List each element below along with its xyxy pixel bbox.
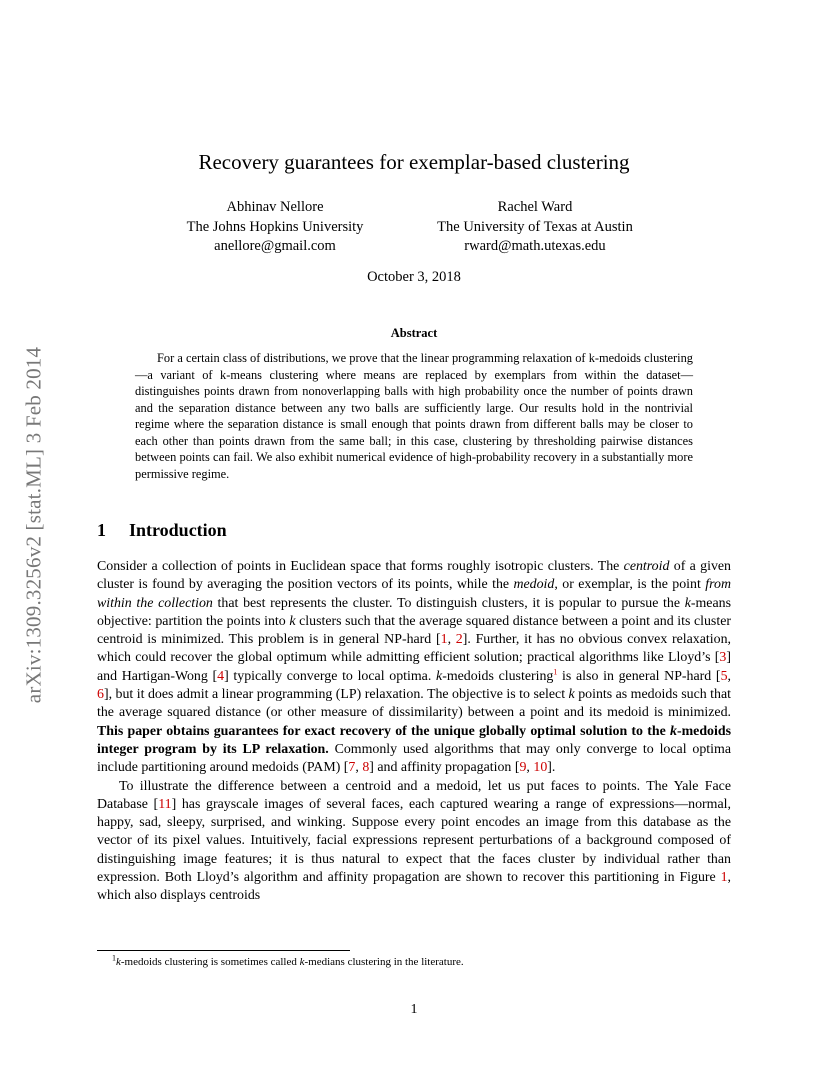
citation-link[interactable]: 3 bbox=[719, 650, 727, 666]
author-name: Rachel Ward bbox=[497, 199, 573, 215]
footnote-mark: 1 bbox=[112, 953, 116, 963]
citation-link[interactable]: 5 bbox=[720, 668, 728, 684]
author-affiliation: The Johns Hopkins University bbox=[186, 218, 364, 235]
arxiv-sidebar bbox=[14, 295, 54, 755]
paper-date: October 3, 2018 bbox=[367, 269, 461, 285]
footnote-divider bbox=[97, 950, 350, 951]
author-affiliation: The University of Texas at Austin bbox=[437, 218, 633, 235]
citation-link[interactable]: 9 bbox=[519, 760, 527, 776]
citation-link[interactable]: 7 bbox=[348, 760, 356, 776]
arxiv-identifier: arXiv:1309.3256v2 [stat.ML] 3 Feb 2014 bbox=[21, 346, 46, 704]
abstract-heading: Abstract bbox=[390, 326, 438, 340]
citation-link[interactable]: 8 bbox=[362, 760, 370, 776]
footnote-link[interactable]: 1 bbox=[553, 667, 558, 677]
author-block-2 bbox=[410, 198, 660, 257]
citation-link[interactable]: 2 bbox=[455, 632, 463, 648]
paragraph: To illustrate the difference between a centroid and a medoid, let us put faces to points. The Yale Face Database [11] has grayscale images of several faces, each captured wearing a range of expressions—normal, happy, sad, sleepy, surprised, and winking. Suppose every point encodes an image from this database as the vector of its pixel values. Intuitively, facial expressions represent perturbations of a background composed of distinguishing image features; it is thus natural to expect that the faces cluster by individual rather than expression. Both Lloyd’s algorithm and affinity propagation are shown to recover this partitioning in Figure 1, which also displays centroids bbox=[97, 778, 731, 904]
citation-link[interactable]: 1 bbox=[440, 632, 448, 648]
citation-link[interactable]: 6 bbox=[97, 687, 104, 703]
author-email: rward@math.utexas.edu bbox=[464, 238, 606, 254]
author-block-1 bbox=[160, 198, 390, 257]
section-heading bbox=[97, 520, 227, 541]
page-number: 1 bbox=[410, 1002, 418, 1017]
citation-link[interactable]: 10 bbox=[533, 760, 548, 776]
author-email: anellore@gmail.com bbox=[214, 238, 336, 254]
citation-link[interactable]: 4 bbox=[217, 668, 225, 684]
paragraph: Consider a collection of points in Euclidean space that forms roughly isotropic clusters. The centroid of a given cluster is found by averaging the position vectors of its points, while the medoid, or exemplar, is the point from within the collection that best represents the cluster. To distinguish clusters, it is popular to pursue the k-means objective: partition the points into k clusters such that the average squared distance between a point and its cluster centroid is minimized. This problem is in general NP-hard [1, 2]. Further, it has no obvious convex relaxation, which could recover the global optimum while admitting efficient solution; practical algorithms like Lloyd’s [3] and Hartigan-Wong [4] typically converge to local optima. k-medoids clustering$^1$ is also in general NP-hard [5, 6], but it does admit a linear programming (LP) relaxation. The objective is to select k points as medoids such that the average squared distance (or other measure of dissimilarity) between a point and its medoid is minimized. This paper obtains guarantees for exact recovery of the unique globally optimal solution to the k-medoids integer program by its LP relaxation. Commonly used algorithms that may only converge to local optima include partitioning around medoids (PAM) [7, 8] and affinity propagation [9, 10]. bbox=[97, 559, 732, 776]
figure-link[interactable]: 1 bbox=[720, 870, 728, 886]
paper-title: Recovery guarantees for exemplar-based clustering bbox=[198, 150, 630, 174]
section-title: Introduction bbox=[129, 520, 227, 540]
footnote: $^1$k-medoids clustering is sometimes called k-medians clustering in the literature. bbox=[112, 953, 464, 968]
citation-link[interactable]: 11 bbox=[158, 796, 172, 812]
abstract-body: For a certain class of distributions, we prove that the linear programming relaxation of k-medoids clustering—a variant of k-means clustering where means are replaced by exemplars from within the dataset—distinguishes points drawn from nonoverlapping balls with high probability once the number of points drawn and the separation distance between any two balls are sufficiently large. Our results hold in the nontrivial regime where the separation distance is small enough that points drawn from different balls may be closer to each other than points drawn from the same ball; in this case, clustering by thresholding pairwise distances between points can fail. We also exhibit numerical evidence of high-probability recovery in a substantially more permissive regime. bbox=[135, 351, 693, 481]
introduction-body bbox=[97, 558, 731, 906]
author-name: Abhinav Nellore bbox=[226, 199, 324, 215]
section-number: 1 bbox=[97, 520, 106, 540]
